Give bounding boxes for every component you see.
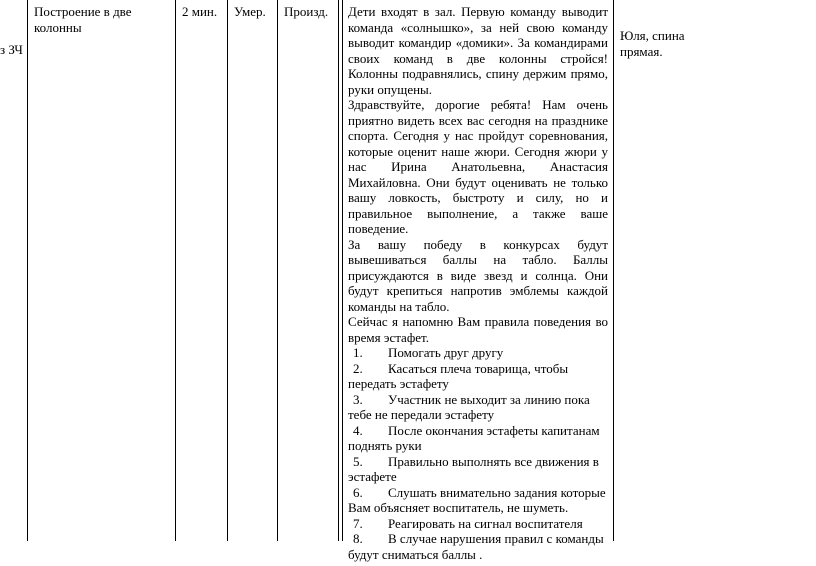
rule-number: 2. <box>353 360 363 376</box>
table-border <box>613 0 614 541</box>
rules-list <box>348 345 608 562</box>
rule-number: 1. <box>353 345 363 360</box>
list-item <box>348 531 608 562</box>
table-border <box>175 0 176 541</box>
duration-cell: 2 мин. <box>182 4 218 19</box>
list-item <box>348 516 608 532</box>
table-border <box>27 0 28 541</box>
list-item <box>348 361 608 392</box>
rule-text: Правильно выполнять все движения в эстафете <box>348 453 599 484</box>
rule-text: После окончания эстафеты капитанам поднять руки <box>348 422 600 453</box>
rule-number: 4. <box>353 422 363 438</box>
rule-text: Слушать внимательно задания которые Вам объясняет воспитатель, не шуметь. <box>348 484 606 515</box>
notes-cell: Юля, спина прямая. <box>620 28 685 59</box>
rule-text: Реагировать на сигнал воспитателя <box>388 515 583 531</box>
left-column-fragment: з ЗЧ <box>0 42 23 57</box>
description-paragraph: Здравствуйте, дорогие ребята! Нам очень приятно видеть всех вас сегодня на празднике спорта. Сегодня у нас пройдут соревнования, которые оценит наше жюри. Сегодня жюри у нас Ирина Анатольевна, Анастасия Михайловна. Они будут оценивать не только вашу ловкость, быстроту и силу, но и правильное выполнение, а также ваше поведение. <box>348 97 608 236</box>
table-border <box>227 0 228 541</box>
rule-number: 6. <box>353 484 363 500</box>
list-item <box>348 423 608 454</box>
intensity-cell: Умер. <box>234 4 266 19</box>
rule-number: 3. <box>353 391 363 407</box>
list-item <box>348 454 608 485</box>
rule-number: 5. <box>353 453 363 469</box>
rule-text: Касаться плеча товарища, чтобы передать эстафету <box>348 360 569 391</box>
description-paragraph: Сейчас я напомню Вам правила поведения во время эстафет. <box>348 314 608 345</box>
table-border <box>277 0 278 541</box>
list-item <box>348 392 608 423</box>
method-cell: Произд. <box>284 4 329 19</box>
rule-number: 7. <box>353 515 363 531</box>
table-border <box>338 0 339 541</box>
description-cell <box>343 0 613 566</box>
rule-text: Помогать друг другу <box>388 345 504 360</box>
list-item <box>348 345 608 361</box>
list-item <box>348 485 608 516</box>
rule-text: Участник не выходит за линию пока тебе не передали эстафету <box>348 391 590 422</box>
rule-number: 8. <box>353 531 363 546</box>
description-paragraph: За вашу победу в конкурсах будут вывешиваться баллы на табло. Баллы присуждаются в виде звезд и солнца. Они будут крепиться напротив эмблемы каждой команды на табло. <box>348 236 608 314</box>
stage-cell: Построение в две колонны <box>34 4 132 35</box>
description-paragraph: Дети входят в зал. Первую команду выводит команда «солнышко», за ней свою команду выводит командир «домики». За командирами своих команд в две колонны стройся! Колонны подравнялись, спину держим прямо, руки опущены. <box>348 4 608 97</box>
rule-text: В случае нарушения правил с команды будут сниматься баллы . <box>348 531 604 562</box>
